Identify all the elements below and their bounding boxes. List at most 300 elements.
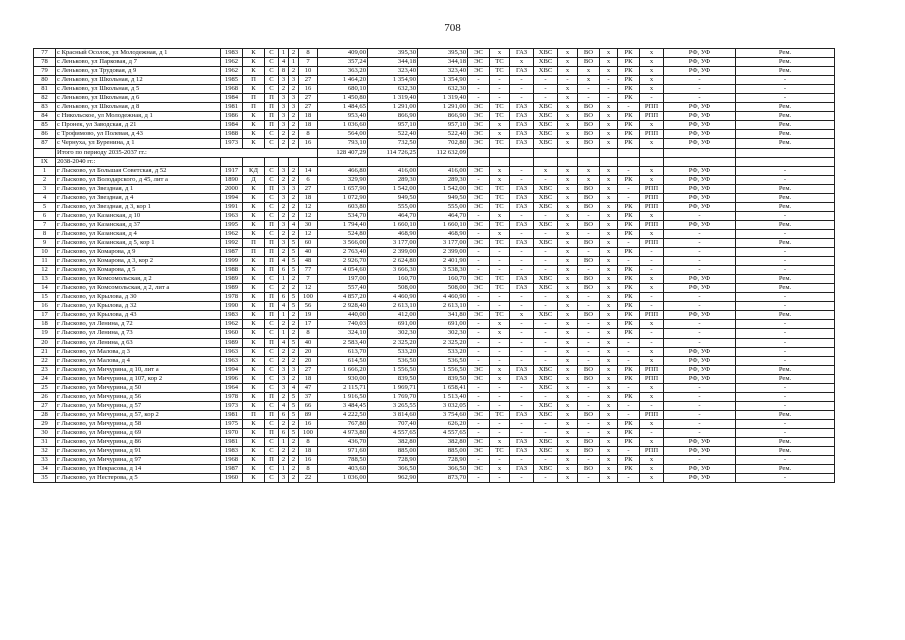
table-cell: ЭС [468, 184, 490, 193]
table-cell: - [578, 356, 600, 365]
table-cell: ГАЗ [510, 365, 534, 374]
table-cell: 632,30 [368, 85, 418, 94]
table-cell: 1 354,90 [418, 76, 468, 85]
table-cell: - [510, 329, 534, 338]
table-cell: - [664, 229, 736, 238]
table-cell: Рем. [736, 311, 835, 320]
table-cell: 30 [34, 428, 56, 437]
table-cell: - [578, 419, 600, 428]
table-cell: 522,40 [368, 130, 418, 139]
table-cell: 1 464,20 [318, 76, 368, 85]
table-cell [664, 148, 736, 157]
table-cell: 416,00 [368, 166, 418, 175]
table-cell: 4 460,90 [418, 293, 468, 302]
table-cell: х [600, 338, 618, 347]
table-cell: РФ, УФ [664, 193, 736, 202]
table-cell: х [640, 474, 664, 483]
table-cell: - [618, 103, 640, 112]
table-cell: ВО [578, 374, 600, 383]
table-cell: РК [618, 211, 640, 220]
table-cell: г Лысково, ул Ленина, д 72 [56, 320, 221, 329]
table-cell: - [736, 356, 835, 365]
table-cell: С [265, 438, 279, 447]
table-cell: 3 [289, 103, 299, 112]
table-cell: - [640, 302, 664, 311]
table-cell: г Лысково, ул Казанская, д 10 [56, 211, 221, 220]
table-cell [468, 157, 490, 166]
table-cell: 1990 [221, 302, 243, 311]
table-cell: - [534, 356, 558, 365]
table-cell: С [265, 465, 279, 474]
table-cell: 2 [289, 112, 299, 121]
table-cell: 19 [34, 329, 56, 338]
table-cell: х [640, 284, 664, 293]
table-cell: х [490, 166, 510, 175]
table-cell: х [600, 229, 618, 238]
table-cell: г Лысково, ул Некрасова, д 14 [56, 465, 221, 474]
table-cell: РПП [640, 410, 664, 419]
table-cell: 1968 [221, 456, 243, 465]
table-cell: 1 319,40 [418, 94, 468, 103]
table-cell: 613,70 [318, 347, 368, 356]
table-cell: - [664, 302, 736, 311]
table-cell: 112 632,09 [418, 148, 468, 157]
table-cell: х [600, 220, 618, 229]
table-cell: 1994 [221, 365, 243, 374]
table-cell: - [510, 166, 534, 175]
table-cell: г Лысково, ул Нестерова, д 5 [56, 474, 221, 483]
table-cell: РК [618, 67, 640, 76]
table-cell: РФ, УФ [664, 365, 736, 374]
table-cell: К [243, 257, 265, 266]
table-cell: РПП [640, 238, 664, 247]
table-cell: - [510, 419, 534, 428]
table-cell: 524,80 [318, 229, 368, 238]
table-cell: 839,50 [418, 374, 468, 383]
table-cell: 1 291,00 [418, 103, 468, 112]
table-cell: - [736, 248, 835, 257]
table-row [34, 474, 835, 483]
table-cell: х [600, 266, 618, 275]
table-cell: ГАЗ [510, 284, 534, 293]
table-cell: К [243, 456, 265, 465]
table-cell: х [558, 139, 578, 148]
table-cell: С [265, 58, 279, 67]
table-cell: - [736, 76, 835, 85]
table-cell: 366,50 [418, 465, 468, 474]
table-cell: - [534, 338, 558, 347]
table-cell: К [243, 347, 265, 356]
table-cell: 2 [289, 329, 299, 338]
table-cell: 2 [289, 456, 299, 465]
table-cell: 464,70 [368, 211, 418, 220]
table-cell: 20 [299, 347, 318, 356]
table-cell: 1992 [221, 238, 243, 247]
table-cell: ЭС [468, 465, 490, 474]
table-cell: 416,00 [418, 166, 468, 175]
table-cell [221, 157, 243, 166]
table-row [34, 238, 835, 247]
table-cell: Рем. [736, 103, 835, 112]
table-cell: 1 769,70 [368, 392, 418, 401]
table-cell: - [640, 293, 664, 302]
table-cell: - [468, 211, 490, 220]
table-cell: 2 [279, 130, 289, 139]
table-cell: - [468, 248, 490, 257]
table-cell: - [490, 257, 510, 266]
table-cell: 8 [299, 49, 318, 58]
table-cell: РК [618, 175, 640, 184]
table-cell: ТС [490, 220, 510, 229]
table-cell: П [243, 410, 265, 419]
table-cell: ТС [490, 139, 510, 148]
table-cell: РФ, УФ [664, 166, 736, 175]
table-cell: 2 [289, 175, 299, 184]
table-cell: х [640, 356, 664, 365]
table-cell: 48 [299, 257, 318, 266]
table-cell: 603,80 [318, 202, 368, 211]
table-cell: К [243, 202, 265, 211]
table-cell: 5 [289, 257, 299, 266]
table-cell: г Лысково, ул Мичурина, д 91 [56, 447, 221, 456]
table-cell: П [265, 338, 279, 347]
table-cell: - [578, 392, 600, 401]
table-cell: 341,80 [418, 311, 468, 320]
table-cell: 34 [34, 465, 56, 474]
table-cell: х [490, 175, 510, 184]
table-cell: Рем. [736, 238, 835, 247]
table-cell: ВО [578, 193, 600, 202]
table-cell: х [558, 67, 578, 76]
table-cell: - [600, 94, 618, 103]
table-cell: - [664, 248, 736, 257]
table-cell: х [558, 374, 578, 383]
table-cell: - [534, 474, 558, 483]
table-cell: ТС [490, 202, 510, 211]
table-cell: 1963 [221, 211, 243, 220]
table-cell: К [243, 58, 265, 67]
table-cell: - [640, 401, 664, 410]
table-cell: - [736, 419, 835, 428]
table-cell: 1986 [221, 112, 243, 121]
table-cell: - [664, 257, 736, 266]
table-cell: РФ, УФ [664, 447, 736, 456]
table-cell: - [664, 456, 736, 465]
table-cell: С [265, 383, 279, 392]
table-cell: ЭС [468, 438, 490, 447]
table-cell: Рем. [736, 447, 835, 456]
table-cell: К [243, 465, 265, 474]
table-cell: 16 [299, 419, 318, 428]
table-cell: х [558, 112, 578, 121]
table-cell: 1962 [221, 58, 243, 67]
table-cell: х [558, 302, 578, 311]
table-cell: ВО [578, 103, 600, 112]
table-cell: КД [243, 166, 265, 175]
table-cell: - [490, 293, 510, 302]
table-cell: - [618, 447, 640, 456]
table-cell: х [600, 329, 618, 338]
table-cell: 197,00 [318, 275, 368, 284]
table-cell: 395,30 [368, 49, 418, 58]
table-cell: С [265, 130, 279, 139]
table-cell: 12 [299, 211, 318, 220]
table-cell: 83 [34, 103, 56, 112]
table-cell: Рем. [736, 112, 835, 121]
table-cell: К [243, 401, 265, 410]
table-cell: 957,10 [418, 121, 468, 130]
table-cell: 957,10 [368, 121, 418, 130]
table-cell: 323,40 [418, 67, 468, 76]
table-cell: 3 [289, 94, 299, 103]
table-cell: 1 666,20 [318, 365, 368, 374]
table-cell: х [600, 438, 618, 447]
table-cell: ЭС [468, 365, 490, 374]
table-cell: 2 928,40 [318, 302, 368, 311]
table-row [34, 211, 835, 220]
table-cell: К [243, 130, 265, 139]
table-cell: 3 032,05 [418, 401, 468, 410]
table-cell: 4 557,65 [418, 428, 468, 437]
table-cell: ЭС [468, 410, 490, 419]
table-cell: х [640, 121, 664, 130]
table-cell: 289,30 [418, 175, 468, 184]
table-cell: 464,70 [418, 211, 468, 220]
table-cell: 79 [34, 67, 56, 76]
table-cell: П [265, 428, 279, 437]
table-cell: - [490, 266, 510, 275]
table-cell: ЭС [468, 139, 490, 148]
table-cell: С [265, 320, 279, 329]
table-cell: - [664, 293, 736, 302]
table-cell: Рем. [736, 438, 835, 447]
table-cell: - [618, 383, 640, 392]
table-cell: 357,24 [318, 58, 368, 67]
table-cell: ХВС [534, 447, 558, 456]
table-cell: ТС [490, 447, 510, 456]
table-cell: х [558, 220, 578, 229]
table-cell: г Лысково, ул Звездная, д 4 [56, 193, 221, 202]
table-row [34, 456, 835, 465]
table-cell: х [490, 121, 510, 130]
table-cell: Рем. [736, 67, 835, 76]
table-cell: х [490, 229, 510, 238]
table-row [34, 67, 835, 76]
table-cell: - [468, 356, 490, 365]
table-cell: - [664, 266, 736, 275]
table-cell: - [618, 338, 640, 347]
table-cell: 89 [299, 410, 318, 419]
table-cell: 1 [34, 166, 56, 175]
table-cell: х [600, 428, 618, 437]
table-cell: г Лысково, ул Казанская, д 4 [56, 229, 221, 238]
table-cell: ВО [578, 220, 600, 229]
table-cell: - [664, 76, 736, 85]
table-cell: 555,00 [368, 202, 418, 211]
table-cell: г Лысково, ул Мичурина, д 58 [56, 419, 221, 428]
table-cell: ГАЗ [510, 184, 534, 193]
table-cell: х [640, 347, 664, 356]
table-cell: РК [618, 428, 640, 437]
table-cell: П [265, 220, 279, 229]
table-cell: х [600, 447, 618, 456]
table-cell: С [265, 229, 279, 238]
table-cell: - [490, 347, 510, 356]
table-row [34, 85, 835, 94]
table-cell: - [490, 76, 510, 85]
table-cell: ЭС [468, 49, 490, 58]
table-cell: 25 [34, 383, 56, 392]
table-cell: 3 [289, 76, 299, 85]
table-cell: Рем. [736, 465, 835, 474]
table-cell: 2 [289, 465, 299, 474]
table-cell: 395,30 [418, 49, 468, 58]
table-cell: РК [618, 465, 640, 474]
table-cell [418, 157, 468, 166]
table-cell: 24 [34, 374, 56, 383]
table-cell: ГАЗ [510, 275, 534, 284]
table-cell: 2 [289, 229, 299, 238]
table-row [34, 338, 835, 347]
table-cell: 1994 [221, 193, 243, 202]
table-cell: 1 036,60 [318, 121, 368, 130]
table-cell: 1981 [221, 103, 243, 112]
table-cell: г Лысково, ул Комарова, д 3, кор 2 [56, 257, 221, 266]
table-cell: К [243, 365, 265, 374]
table-cell: ГАЗ [510, 139, 534, 148]
table-cell: РФ, УФ [664, 275, 736, 284]
table-cell: х [558, 392, 578, 401]
table-cell: РК [618, 311, 640, 320]
table-cell: 78 [34, 58, 56, 67]
table-cell: 8 [299, 438, 318, 447]
table-cell: К [243, 374, 265, 383]
table-cell: 6 [34, 211, 56, 220]
table-cell: 2 [289, 419, 299, 428]
table-cell: 436,70 [318, 438, 368, 447]
table-cell: - [468, 85, 490, 94]
table-cell: РФ, УФ [664, 130, 736, 139]
table-cell: х [558, 456, 578, 465]
table-cell: 16 [34, 302, 56, 311]
table-cell: 691,00 [418, 320, 468, 329]
table-cell: 1 [279, 329, 289, 338]
table-cell: х [510, 58, 534, 67]
table-cell: х [600, 456, 618, 465]
table-row [34, 374, 835, 383]
table-cell: 1983 [221, 311, 243, 320]
table-cell: - [578, 248, 600, 257]
table-cell: х [558, 428, 578, 437]
table-cell: Рем. [736, 365, 835, 374]
table-cell: ЭС [468, 284, 490, 293]
table-cell: 87 [34, 139, 56, 148]
table-cell: П [265, 184, 279, 193]
table-cell [578, 148, 600, 157]
table-cell: 2 401,90 [418, 257, 468, 266]
table-cell: х [600, 58, 618, 67]
table-cell: - [534, 302, 558, 311]
table-cell: С [265, 356, 279, 365]
table-cell [490, 157, 510, 166]
table-cell: - [578, 320, 600, 329]
table-cell: - [736, 456, 835, 465]
table-cell: - [534, 329, 558, 338]
table-row [34, 383, 835, 392]
table-cell: 13 [34, 275, 56, 284]
table-cell: х [490, 365, 510, 374]
table-cell: х [558, 94, 578, 103]
table-cell: х [490, 374, 510, 383]
table-cell: 1 969,71 [368, 383, 418, 392]
table-cell: х [558, 229, 578, 238]
table-cell: 4 [279, 257, 289, 266]
table-row [34, 275, 835, 284]
table-cell: РФ, УФ [664, 311, 736, 320]
table-cell: - [468, 257, 490, 266]
table-cell: х [600, 130, 618, 139]
table-cell: х [600, 211, 618, 220]
table-cell: 60 [299, 238, 318, 247]
table-cell: г Лысково, ул Мичурина, д 69 [56, 428, 221, 437]
table-cell: ГАЗ [510, 238, 534, 247]
table-cell: К [243, 67, 265, 76]
table-cell: ХВС [534, 49, 558, 58]
table-cell: П [243, 76, 265, 85]
table-cell [600, 148, 618, 157]
table-cell: - [578, 347, 600, 356]
table-cell: 16 [299, 456, 318, 465]
table-cell: ХВС [534, 193, 558, 202]
table-cell: 2 763,40 [318, 248, 368, 257]
table-cell: г Лысково, ул Володарского, д 45, лит а [56, 175, 221, 184]
table-cell: - [736, 211, 835, 220]
table-cell: х [640, 229, 664, 238]
table-cell: 3 [279, 94, 289, 103]
table-cell: РФ, УФ [664, 202, 736, 211]
table-cell: 1985 [221, 76, 243, 85]
table-cell: 289,30 [368, 175, 418, 184]
table-cell: х [600, 392, 618, 401]
table-cell: х [600, 320, 618, 329]
table-cell: с Леньково, ул Школьная, д 5 [56, 85, 221, 94]
table-row [34, 447, 835, 456]
table-cell: х [640, 85, 664, 94]
table-cell: 2 [279, 419, 289, 428]
table-cell: ВО [578, 121, 600, 130]
table-cell: - [664, 329, 736, 338]
table-row [34, 184, 835, 193]
table-cell: 866,90 [418, 112, 468, 121]
table-cell [664, 157, 736, 166]
table-cell: 3 [279, 103, 289, 112]
table-cell: х [640, 383, 664, 392]
table-cell: - [468, 302, 490, 311]
table-cell: - [664, 211, 736, 220]
table-cell: 3 [279, 374, 289, 383]
table-cell: ХВС [534, 112, 558, 121]
table-row [34, 284, 835, 293]
table-cell: с Леньково, ул Школьная, д 8 [56, 103, 221, 112]
table-cell: х [640, 438, 664, 447]
table-cell: - [618, 238, 640, 247]
table-cell: 3 [279, 166, 289, 175]
table-cell: г Лысково, ул Ленина, д 73 [56, 329, 221, 338]
table-cell: - [534, 428, 558, 437]
table-cell: 1987 [221, 248, 243, 257]
table-cell: 3 566,00 [318, 238, 368, 247]
table-cell: 2 [279, 447, 289, 456]
